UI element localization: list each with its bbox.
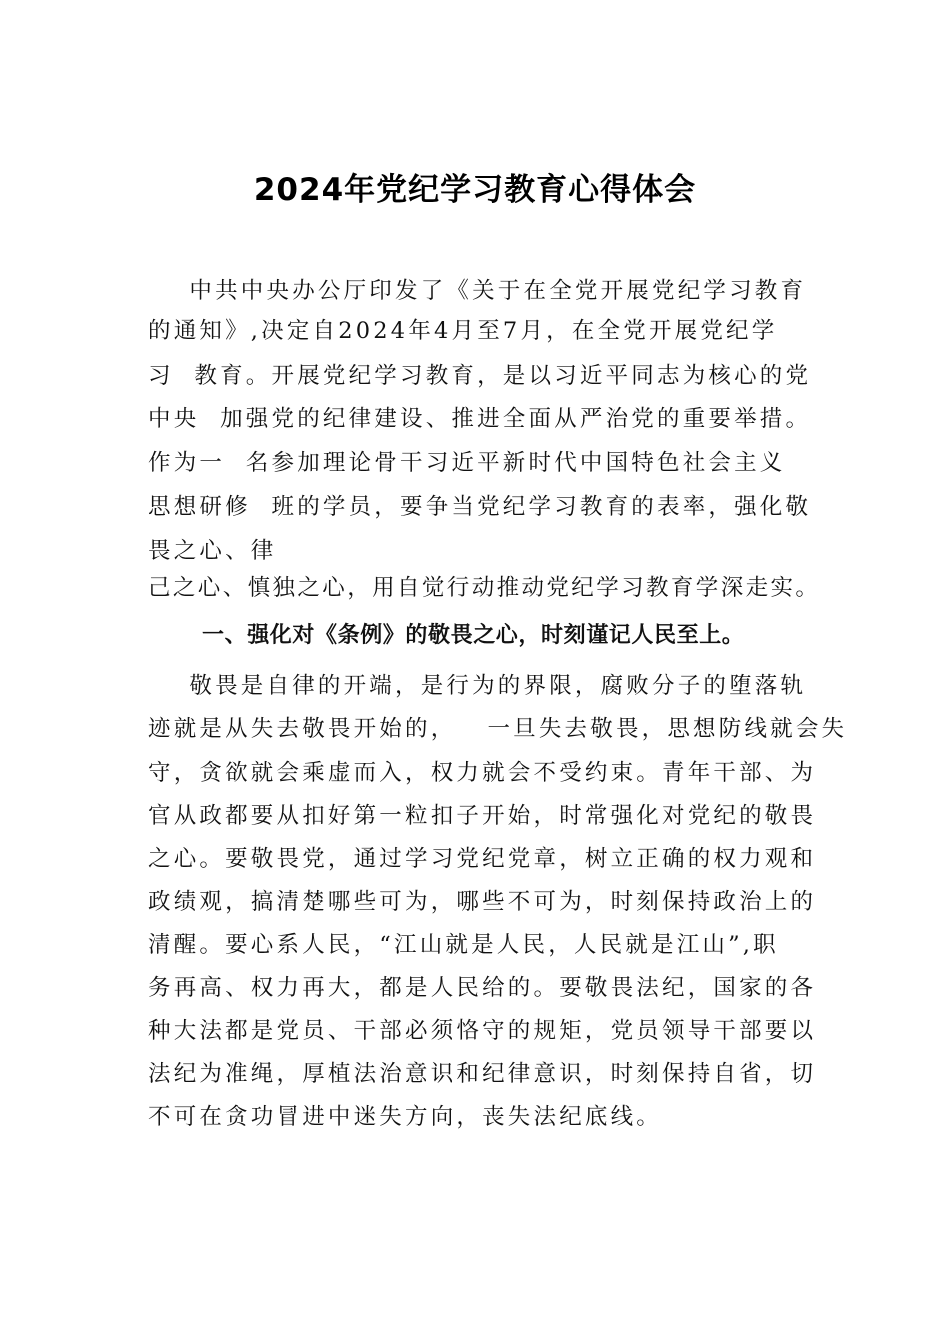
- paragraph-line: 官从政都要从扣好第一粒扣子开始，时常强化对党纪的敬畏: [148, 803, 817, 829]
- paragraph-line: 法纪为准绳，厚植法治意识和纪律意识，时刻保持自省，切: [148, 1061, 817, 1087]
- paragraph-line: 的通知》,决定自2024年4月至7月，在全党开展党纪学: [148, 318, 778, 344]
- paragraph-line: 迹就是从失去敬畏开始的， 一旦失去敬畏，思想防线就会失: [148, 716, 848, 742]
- paragraph-line: 清醒。要心系人民，“江山就是人民，人民就是江山”,职: [148, 932, 779, 958]
- paragraph-line: 政绩观，搞清楚哪些可为，哪些不可为，时刻保持政治上的: [148, 889, 817, 915]
- paragraph-line: 守，贪欲就会乘虚而入，权力就会不受约束。青年干部、为: [148, 760, 817, 786]
- paragraph-line: 己之心、慎独之心，用自觉行动推动党纪学习教育学深走实。: [148, 575, 821, 601]
- paragraph-line: 畏之心、律: [148, 538, 277, 564]
- paragraph-line: 种大法都是党员、干部必须恪守的规矩，党员领导干部要以: [148, 1018, 817, 1044]
- paragraph-line: 习 教育。开展党纪学习教育，是以习近平同志为核心的党: [148, 363, 812, 389]
- section-heading-1: 一、强化对《条例》的敬畏之心，时刻谨记人民至上。: [202, 623, 745, 648]
- paragraph-line: 务再高、权力再大，都是人民给的。要敬畏法纪，国家的各: [148, 975, 817, 1001]
- paragraph-line: 作为一 名参加理论骨干习近平新时代中国特色社会主义: [148, 450, 786, 476]
- paragraph-line: 中央 加强党的纪律建设、推进全面从严治党的重要举措。: [148, 406, 812, 432]
- document-title: 2024年党纪学习教育心得体会: [253, 172, 697, 208]
- paragraph-line: 不可在贪功冒进中迷失方向，丧失法纪底线。: [148, 1104, 663, 1130]
- paragraph-line: 思想研修 班的学员，要争当党纪学习教育的表率，强化敬: [148, 494, 812, 520]
- paragraph-line: 中共中央办公厅印发了《关于在全党开展党纪学习教育: [148, 278, 807, 304]
- paragraph-line: 敬畏是自律的开端，是行为的界限，腐败分子的堕落轨: [148, 673, 807, 699]
- paragraph-line: 之心。要敬畏党，通过学习党纪党章，树立正确的权力观和: [148, 846, 817, 872]
